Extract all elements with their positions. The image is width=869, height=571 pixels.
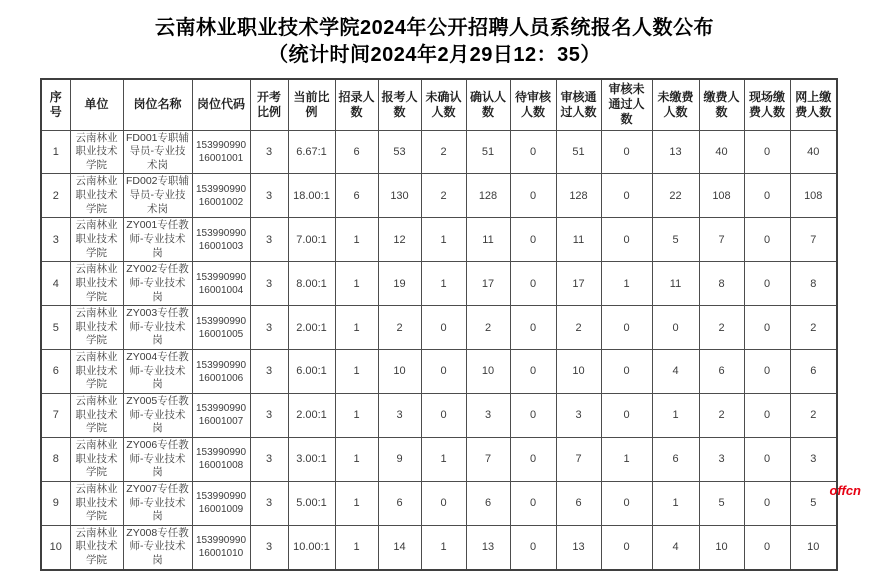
cell-applicant-count: 12: [378, 218, 421, 262]
column-header-review-passed-count: 审核通过人数: [556, 79, 601, 130]
cell-post-code: 153990990 16001006: [192, 350, 250, 394]
cell-unit: 云南林业职业技术学院: [70, 350, 123, 394]
table-row: [41, 306, 837, 350]
cell-applicant-count: 19: [378, 262, 421, 306]
cell-recruit-count: 6: [335, 174, 378, 218]
cell-unconfirmed-count: 0: [421, 306, 466, 350]
cell-review-passed-count: 17: [556, 262, 601, 306]
cell-post-code: 153990990 16001003: [192, 218, 250, 262]
cell-recruit-count: 1: [335, 262, 378, 306]
cell-post-code: 153990990 16001009: [192, 481, 250, 525]
cell-post-code: 153990990 16001007: [192, 394, 250, 438]
cell-index: 2: [41, 174, 70, 218]
cell-index: 5: [41, 306, 70, 350]
cell-unpaid-count: 4: [652, 350, 699, 394]
table-row: [41, 437, 837, 481]
cell-review-passed-count: 2: [556, 306, 601, 350]
cell-unit: 云南林业职业技术学院: [70, 525, 123, 569]
cell-post-name: ZY003专任教师-专业技术岗: [123, 306, 192, 350]
cell-confirmed-count: 10: [466, 350, 510, 394]
offcn-watermark: offcn: [829, 483, 861, 498]
column-header-paid-count: 缴费人数: [699, 79, 744, 130]
column-header-post-name: 岗位名称: [123, 79, 192, 130]
cell-onsite-paid-count: 0: [744, 525, 790, 569]
cell-unpaid-count: 6: [652, 437, 699, 481]
cell-applicant-count: 6: [378, 481, 421, 525]
cell-review-failed-count: 0: [601, 525, 652, 569]
table-row: [41, 262, 837, 306]
column-header-onsite-paid-count: 现场缴费人数: [744, 79, 790, 130]
cell-confirmed-count: 6: [466, 481, 510, 525]
cell-current-ratio: 7.00:1: [288, 218, 335, 262]
cell-unconfirmed-count: 0: [421, 350, 466, 394]
cell-pending-review-count: 0: [510, 350, 556, 394]
cell-paid-count: 40: [699, 130, 744, 174]
cell-pending-review-count: 0: [510, 394, 556, 438]
cell-online-paid-count: 8: [790, 262, 837, 306]
cell-review-passed-count: 7: [556, 437, 601, 481]
cell-index: 3: [41, 218, 70, 262]
cell-unpaid-count: 13: [652, 130, 699, 174]
cell-paid-count: 5: [699, 481, 744, 525]
cell-exam-open-ratio: 3: [250, 481, 288, 525]
cell-exam-open-ratio: 3: [250, 394, 288, 438]
cell-paid-count: 2: [699, 306, 744, 350]
cell-exam-open-ratio: 3: [250, 218, 288, 262]
cell-post-name: ZY006专任教师-专业技术岗: [123, 437, 192, 481]
column-header-applicant-count: 报考人数: [378, 79, 421, 130]
cell-recruit-count: 1: [335, 437, 378, 481]
cell-onsite-paid-count: 0: [744, 394, 790, 438]
cell-post-code: 153990990 16001008: [192, 437, 250, 481]
cell-confirmed-count: 7: [466, 437, 510, 481]
cell-post-name: ZY002专任教师-专业技术岗: [123, 262, 192, 306]
cell-current-ratio: 2.00:1: [288, 394, 335, 438]
cell-applicant-count: 9: [378, 437, 421, 481]
cell-exam-open-ratio: 3: [250, 130, 288, 174]
cell-index: 8: [41, 437, 70, 481]
cell-recruit-count: 1: [335, 350, 378, 394]
cell-post-name: ZY005专任教师-专业技术岗: [123, 394, 192, 438]
cell-pending-review-count: 0: [510, 481, 556, 525]
cell-unconfirmed-count: 0: [421, 481, 466, 525]
cell-review-passed-count: 3: [556, 394, 601, 438]
cell-confirmed-count: 2: [466, 306, 510, 350]
cell-applicant-count: 2: [378, 306, 421, 350]
table-header-row: [41, 79, 837, 130]
cell-unconfirmed-count: 2: [421, 174, 466, 218]
cell-exam-open-ratio: 3: [250, 306, 288, 350]
cell-online-paid-count: 108: [790, 174, 837, 218]
column-header-confirmed-count: 确认人数: [466, 79, 510, 130]
column-header-unpaid-count: 未缴费人数: [652, 79, 699, 130]
cell-review-passed-count: 51: [556, 130, 601, 174]
cell-current-ratio: 2.00:1: [288, 306, 335, 350]
cell-unpaid-count: 5: [652, 218, 699, 262]
cell-paid-count: 2: [699, 394, 744, 438]
cell-exam-open-ratio: 3: [250, 525, 288, 569]
cell-paid-count: 7: [699, 218, 744, 262]
cell-unpaid-count: 1: [652, 394, 699, 438]
cell-recruit-count: 1: [335, 394, 378, 438]
cell-online-paid-count: 40: [790, 130, 837, 174]
page-title-line2: （统计时间2024年2月29日12：35）: [268, 44, 601, 66]
cell-post-name: ZY001专任教师-专业技术岗: [123, 218, 192, 262]
column-header-index: 序号: [41, 79, 70, 130]
column-header-pending-review-count: 待审核人数: [510, 79, 556, 130]
cell-post-code: 153990990 16001001: [192, 130, 250, 174]
cell-unit: 云南林业职业技术学院: [70, 306, 123, 350]
cell-post-name: ZY008专任教师-专业技术岗: [123, 525, 192, 569]
page-title-line1: 云南林业职业技术学院2024年公开招聘人员系统报名人数公布: [155, 17, 714, 39]
cell-review-failed-count: 1: [601, 262, 652, 306]
cell-pending-review-count: 0: [510, 130, 556, 174]
cell-review-passed-count: 11: [556, 218, 601, 262]
cell-unpaid-count: 0: [652, 306, 699, 350]
column-header-review-failed-count: 审核未通过人数: [601, 79, 652, 130]
cell-post-name: FD001专职辅导员-专业技术岗: [123, 130, 192, 174]
cell-unconfirmed-count: 1: [421, 262, 466, 306]
cell-post-code: 153990990 16001010: [192, 525, 250, 569]
cell-unconfirmed-count: 1: [421, 525, 466, 569]
cell-review-passed-count: 6: [556, 481, 601, 525]
cell-online-paid-count: 10: [790, 525, 837, 569]
cell-review-failed-count: 1: [601, 437, 652, 481]
cell-online-paid-count: 5: [790, 481, 837, 525]
cell-unpaid-count: 1: [652, 481, 699, 525]
cell-onsite-paid-count: 0: [744, 218, 790, 262]
cell-pending-review-count: 0: [510, 174, 556, 218]
cell-pending-review-count: 0: [510, 525, 556, 569]
cell-online-paid-count: 6: [790, 350, 837, 394]
cell-pending-review-count: 0: [510, 262, 556, 306]
cell-review-failed-count: 0: [601, 394, 652, 438]
cell-online-paid-count: 3: [790, 437, 837, 481]
cell-recruit-count: 1: [335, 218, 378, 262]
cell-paid-count: 8: [699, 262, 744, 306]
cell-index: 7: [41, 394, 70, 438]
cell-applicant-count: 10: [378, 350, 421, 394]
cell-unit: 云南林业职业技术学院: [70, 437, 123, 481]
cell-review-passed-count: 13: [556, 525, 601, 569]
cell-applicant-count: 3: [378, 394, 421, 438]
cell-unpaid-count: 11: [652, 262, 699, 306]
cell-post-name: ZY007专任教师-专业技术岗: [123, 481, 192, 525]
table-row: [41, 218, 837, 262]
cell-post-name: ZY004专任教师-专业技术岗: [123, 350, 192, 394]
column-header-recruit-count: 招录人数: [335, 79, 378, 130]
cell-onsite-paid-count: 0: [744, 130, 790, 174]
cell-index: 4: [41, 262, 70, 306]
cell-index: 6: [41, 350, 70, 394]
column-header-current-ratio: 当前比例: [288, 79, 335, 130]
cell-index: 10: [41, 525, 70, 569]
cell-current-ratio: 3.00:1: [288, 437, 335, 481]
cell-exam-open-ratio: 3: [250, 174, 288, 218]
cell-exam-open-ratio: 3: [250, 262, 288, 306]
column-header-unit: 单位: [70, 79, 123, 130]
cell-review-passed-count: 128: [556, 174, 601, 218]
column-header-unconfirmed-count: 未确认人数: [421, 79, 466, 130]
cell-current-ratio: 5.00:1: [288, 481, 335, 525]
cell-onsite-paid-count: 0: [744, 306, 790, 350]
cell-unit: 云南林业职业技术学院: [70, 481, 123, 525]
cell-onsite-paid-count: 0: [744, 481, 790, 525]
cell-onsite-paid-count: 0: [744, 262, 790, 306]
cell-exam-open-ratio: 3: [250, 350, 288, 394]
cell-current-ratio: 8.00:1: [288, 262, 335, 306]
enrollment-stats-table: [40, 78, 838, 571]
cell-review-failed-count: 0: [601, 350, 652, 394]
cell-post-code: 153990990 16001004: [192, 262, 250, 306]
cell-current-ratio: 18.00:1: [288, 174, 335, 218]
cell-online-paid-count: 7: [790, 218, 837, 262]
column-header-online-paid-count: 网上缴费人数: [790, 79, 837, 130]
cell-confirmed-count: 51: [466, 130, 510, 174]
cell-online-paid-count: 2: [790, 394, 837, 438]
table-row: [41, 481, 837, 525]
cell-onsite-paid-count: 0: [744, 437, 790, 481]
page-title: [0, 15, 869, 69]
cell-confirmed-count: 11: [466, 218, 510, 262]
cell-unit: 云南林业职业技术学院: [70, 130, 123, 174]
cell-online-paid-count: 2: [790, 306, 837, 350]
cell-review-failed-count: 0: [601, 218, 652, 262]
table-row: [41, 350, 837, 394]
cell-review-failed-count: 0: [601, 174, 652, 218]
cell-unconfirmed-count: 1: [421, 218, 466, 262]
table-row: [41, 394, 837, 438]
cell-unit: 云南林业职业技术学院: [70, 174, 123, 218]
cell-applicant-count: 53: [378, 130, 421, 174]
cell-index: 9: [41, 481, 70, 525]
cell-recruit-count: 1: [335, 525, 378, 569]
cell-unpaid-count: 22: [652, 174, 699, 218]
cell-exam-open-ratio: 3: [250, 437, 288, 481]
cell-current-ratio: 6.00:1: [288, 350, 335, 394]
cell-index: 1: [41, 130, 70, 174]
table-row: [41, 174, 837, 218]
cell-review-failed-count: 0: [601, 306, 652, 350]
cell-review-failed-count: 0: [601, 481, 652, 525]
table-row: [41, 130, 837, 174]
cell-unconfirmed-count: 1: [421, 437, 466, 481]
cell-unit: 云南林业职业技术学院: [70, 262, 123, 306]
cell-recruit-count: 1: [335, 481, 378, 525]
cell-review-passed-count: 10: [556, 350, 601, 394]
cell-applicant-count: 14: [378, 525, 421, 569]
cell-onsite-paid-count: 0: [744, 350, 790, 394]
cell-onsite-paid-count: 0: [744, 174, 790, 218]
cell-unit: 云南林业职业技术学院: [70, 394, 123, 438]
cell-pending-review-count: 0: [510, 218, 556, 262]
cell-recruit-count: 1: [335, 306, 378, 350]
cell-unconfirmed-count: 0: [421, 394, 466, 438]
cell-current-ratio: 6.67:1: [288, 130, 335, 174]
cell-paid-count: 6: [699, 350, 744, 394]
cell-current-ratio: 10.00:1: [288, 525, 335, 569]
cell-post-name: FD002专职辅导员-专业技术岗: [123, 174, 192, 218]
cell-unit: 云南林业职业技术学院: [70, 218, 123, 262]
cell-review-failed-count: 0: [601, 130, 652, 174]
cell-post-code: 153990990 16001002: [192, 174, 250, 218]
cell-post-code: 153990990 16001005: [192, 306, 250, 350]
cell-applicant-count: 130: [378, 174, 421, 218]
table-row: [41, 525, 837, 569]
cell-recruit-count: 6: [335, 130, 378, 174]
cell-paid-count: 3: [699, 437, 744, 481]
cell-confirmed-count: 17: [466, 262, 510, 306]
cell-confirmed-count: 3: [466, 394, 510, 438]
cell-pending-review-count: 0: [510, 437, 556, 481]
cell-paid-count: 108: [699, 174, 744, 218]
cell-confirmed-count: 13: [466, 525, 510, 569]
cell-unconfirmed-count: 2: [421, 130, 466, 174]
enrollment-stats-table-container: [40, 78, 838, 571]
cell-paid-count: 10: [699, 525, 744, 569]
cell-confirmed-count: 128: [466, 174, 510, 218]
column-header-post-code: 岗位代码: [192, 79, 250, 130]
cell-pending-review-count: 0: [510, 306, 556, 350]
cell-unpaid-count: 4: [652, 525, 699, 569]
column-header-exam-open-ratio: 开考比例: [250, 79, 288, 130]
